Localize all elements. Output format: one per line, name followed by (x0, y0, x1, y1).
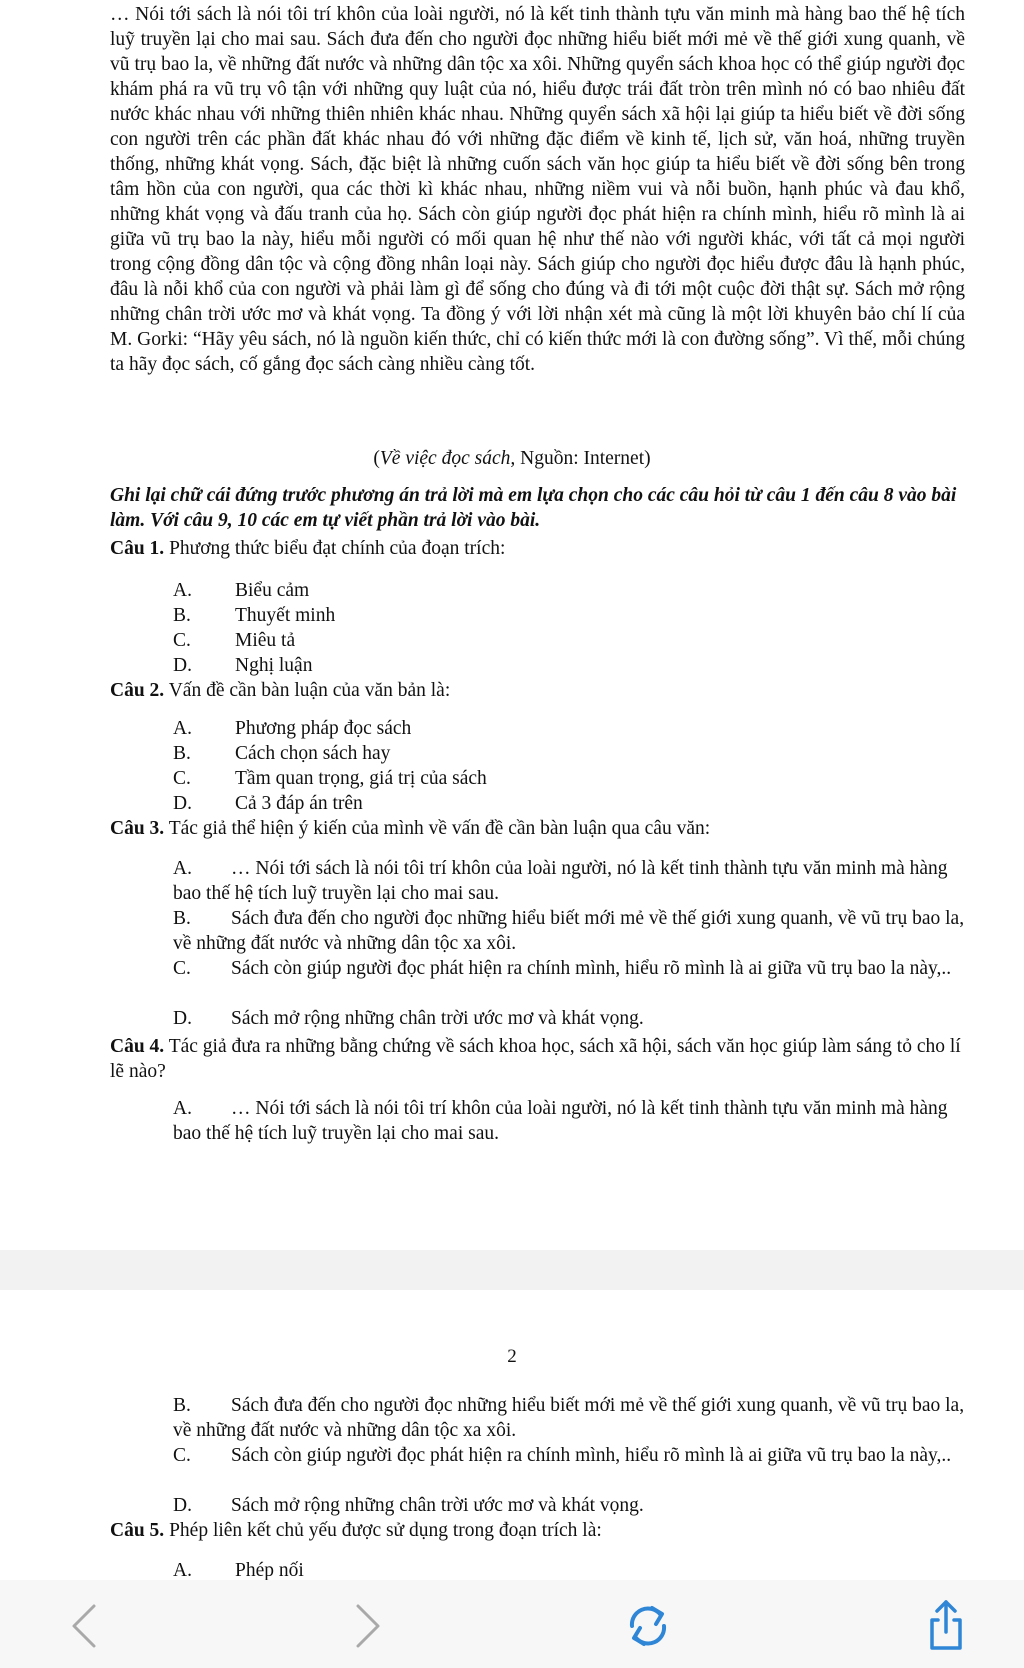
source-title: Về việc đọc sách, (379, 448, 516, 469)
option-text: Cả 3 đáp án trên (235, 793, 363, 814)
option-letter: A. (173, 1098, 192, 1119)
option-letter: B. (173, 908, 191, 929)
option-letter: B. (173, 1395, 191, 1416)
reload-icon[interactable] (620, 1598, 676, 1654)
option-c (173, 628, 965, 653)
option-letter: D. (173, 655, 192, 676)
option-b (173, 1393, 965, 1443)
page-number: 2 (507, 1346, 517, 1367)
question-1 (110, 536, 965, 561)
option-a (173, 716, 965, 741)
option-letter: A. (173, 718, 192, 739)
option-text: Miêu tả (235, 630, 296, 651)
option-letter: D. (173, 1495, 192, 1516)
option-c (173, 1443, 965, 1468)
option-d (173, 653, 965, 678)
option-letter: B. (173, 605, 191, 626)
option-text: … Nói tới sách là nói tôi trí khôn của loài người, nó là kết tinh thành tựu văn minh mà hàng bao thế hệ tích luỹ truyền lại cho mai sau. (173, 1098, 948, 1144)
option-d (173, 1493, 965, 1518)
back-chevron-icon[interactable] (58, 1598, 114, 1654)
question-3 (110, 816, 965, 841)
question-text: Vấn đề cần bàn luận của văn bản là: (164, 680, 451, 701)
option-text: Phép nối (235, 1560, 304, 1580)
document-page-2 (0, 1290, 1024, 1580)
option-letter: A. (173, 1560, 192, 1580)
option-text: Sách đưa đến cho người đọc những hiểu biết mới mẻ về thế giới xung quanh, về vũ trụ bao la, về những đất nước và những dân tộc xa xôi. (173, 908, 965, 954)
option-letter: D. (173, 793, 192, 814)
question-text: Tác giả đưa ra những bằng chứng về sách khoa học, sách xã hội, sách văn học giúp làm sáng tỏ cho lí lẽ nào? (110, 1036, 961, 1082)
question-label: Câu 4. (110, 1036, 165, 1057)
option-letter: B. (173, 743, 191, 764)
option-letter: C. (173, 630, 191, 651)
question-label: Câu 2. (110, 680, 165, 701)
option-letter: D. (173, 1008, 192, 1029)
option-letter: A. (173, 858, 192, 879)
browser-toolbar (0, 1580, 1024, 1668)
question-text: Phương thức biểu đạt chính của đoạn trích: (164, 538, 506, 559)
question-5 (110, 1518, 965, 1543)
option-text: Nghị luận (235, 655, 313, 676)
option-a (173, 1096, 965, 1146)
option-b (173, 603, 965, 628)
option-letter: C. (173, 1445, 191, 1466)
option-c (173, 766, 965, 791)
option-text: Sách còn giúp người đọc phát hiện ra chính mình, hiểu rõ mình là ai giữa vũ trụ bao la này,.. (231, 958, 952, 979)
option-text: Sách đưa đến cho người đọc những hiểu biết mới mẻ về thế giới xung quanh, về vũ trụ bao la, về những đất nước và những dân tộc xa xôi. (173, 1395, 965, 1441)
source-citation: (Về việc đọc sách, Nguồn: Internet) (373, 448, 651, 469)
option-text: Phương pháp đọc sách (235, 718, 412, 739)
forward-chevron-icon[interactable] (338, 1598, 394, 1654)
option-text: Sách mở rộng những chân trời ước mơ và khát vọng. (231, 1008, 644, 1029)
option-text: … Nói tới sách là nói tôi trí khôn của loài người, nó là kết tinh thành tựu văn minh mà hàng bao thế hệ tích luỹ truyền lại cho mai sau. (173, 858, 948, 904)
option-c (173, 956, 965, 981)
option-text: Cách chọn sách hay (235, 743, 391, 764)
option-a (173, 1558, 965, 1580)
option-b (173, 741, 965, 766)
option-d (173, 791, 965, 816)
option-text: Sách mở rộng những chân trời ước mơ và khát vọng. (231, 1495, 644, 1516)
option-text: Biểu cảm (235, 580, 310, 601)
option-b (173, 906, 965, 956)
option-letter: A. (173, 580, 192, 601)
share-icon[interactable] (918, 1598, 974, 1654)
question-label: Câu 5. (110, 1520, 165, 1541)
question-label: Câu 3. (110, 818, 165, 839)
option-d (173, 1006, 965, 1031)
source-rest: Nguồn: Internet) (515, 448, 651, 469)
question-4 (110, 1034, 965, 1084)
question-label: Câu 1. (110, 538, 165, 559)
option-letter: C. (173, 958, 191, 979)
instructions: Ghi lại chữ cái đứng trước phương án trả lời mà em lựa chọn cho các câu hỏi từ câu 1 đến câu 8 vào bài làm. Với câu 9, 10 các em tự viết phần trả lời vào bài. (110, 485, 957, 531)
question-text: Phép liên kết chủ yếu được sử dụng trong đoạn trích là: (164, 1520, 602, 1541)
passage-text: … Nói tới sách là nói tôi trí khôn của loài người, nó là kết tinh thành tựu văn minh mà hàng bao thế hệ tích luỹ truyền lại cho mai sau. Sách đưa đến cho người đọc những hiểu biết mới mẻ về thế giới xung quanh, về vũ trụ bao la, về những đất nước và những dân tộc xa xôi. Những quyển sách khoa học có thể giúp người đọc khám phá ra vũ trụ vô tận với những quy luật của nó, hiểu được trái đất tròn trên mình nó có bao nhiêu đất nước khác nhau với những thiên nhiên khác nhau. Những quyển sách xã hội lại giúp ta hiểu biết về đời sống con người trên các phần đất khác nhau đó với những đặc điểm về kinh tế, lịch sử, văn hoá, những truyền thống, những khát vọng. Sách, đặc biệt là những cuốn sách văn học giúp ta hiểu biết về đời sống bên trong tâm hồn của con người, qua các thời kì khác nhau, những niềm vui và nỗi buồn, hạnh phúc và đau khổ, những khát vọng và đấu tranh của họ. Sách còn giúp người đọc phát hiện ra chính mình, hiểu rõ mình là ai giữa vũ trụ bao la này, hiểu mỗi người có mối quan hệ như thế nào với người khác, với tất cả mọi người trong cộng đồng dân tộc và cộng đồng nhân loại này. Sách giúp cho người đọc hiểu được đâu là hạnh phúc, đâu là nỗi khổ của con người và phải làm gì để sống cho đúng và đi tới một cuộc đời thật sự. Sách mở rộng những chân trời ước mơ và khát vọng. Ta đồng ý với lời nhận xét mà cũng là một lời khuyên bảo chí lí của M. Gorki: “Hãy yêu sách, nó là nguồn kiến thức, chỉ có kiến thức mới là con đường sống”. Vì thế, mỗi chúng ta hãy đọc sách, cố gắng đọc sách càng nhiều càng tốt. (110, 4, 965, 375)
question-text: Tác giả thể hiện ý kiến của mình về vấn đề cần bàn luận qua câu văn: (164, 818, 711, 839)
option-letter: C. (173, 768, 191, 789)
option-a (173, 856, 965, 906)
option-a (173, 578, 965, 603)
option-text: Sách còn giúp người đọc phát hiện ra chính mình, hiểu rõ mình là ai giữa vũ trụ bao la này,.. (231, 1445, 952, 1466)
option-text: Thuyết minh (235, 605, 336, 626)
option-text: Tầm quan trọng, giá trị của sách (235, 768, 487, 789)
question-2 (110, 678, 965, 703)
